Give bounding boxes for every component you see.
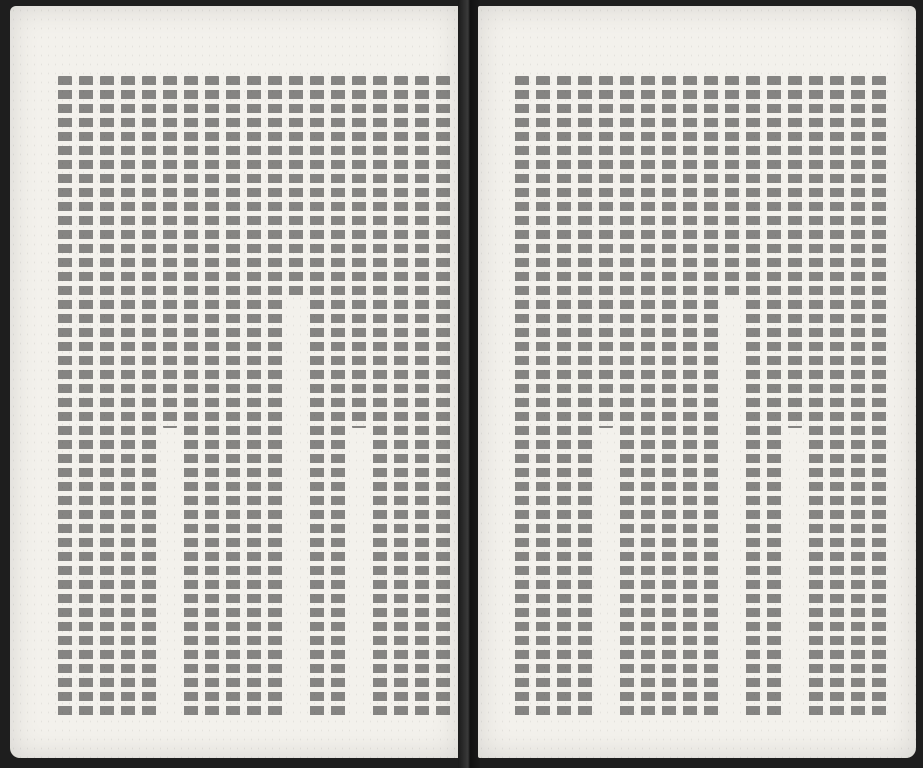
- text-column: [268, 76, 282, 716]
- text-column: [788, 76, 802, 428]
- text-column: [142, 76, 156, 716]
- text-column: [830, 76, 844, 716]
- text-column: [100, 76, 114, 716]
- text-column: [415, 76, 429, 716]
- text-column: [352, 76, 366, 428]
- text-column: [578, 76, 592, 716]
- right-page-body: [496, 76, 886, 716]
- text-column: [704, 76, 718, 716]
- text-column: [767, 76, 781, 716]
- text-column: [394, 76, 408, 716]
- text-column: [620, 76, 634, 716]
- text-column: [515, 76, 529, 716]
- text-column: [557, 76, 571, 716]
- left-page-body: [50, 76, 450, 716]
- text-column: [436, 76, 450, 716]
- book-gutter: [458, 0, 480, 768]
- text-column: [872, 76, 886, 716]
- right-page: [478, 6, 916, 758]
- text-column: [662, 76, 676, 716]
- text-column: [851, 76, 865, 716]
- text-column: [247, 76, 261, 716]
- text-column: [725, 76, 739, 300]
- text-column: [184, 76, 198, 716]
- text-column: [373, 76, 387, 716]
- text-column: [331, 76, 345, 716]
- text-column: [536, 76, 550, 716]
- left-page: [10, 6, 460, 758]
- text-column: [79, 76, 93, 716]
- text-column: [58, 76, 72, 716]
- text-column: [205, 76, 219, 716]
- text-column: [641, 76, 655, 716]
- text-column: [226, 76, 240, 716]
- text-column: [683, 76, 697, 716]
- text-column: [599, 76, 613, 428]
- text-column: [163, 76, 177, 428]
- text-column: [121, 76, 135, 716]
- text-column: [746, 76, 760, 716]
- text-column: [289, 76, 303, 300]
- text-column: [809, 76, 823, 716]
- text-column: [310, 76, 324, 716]
